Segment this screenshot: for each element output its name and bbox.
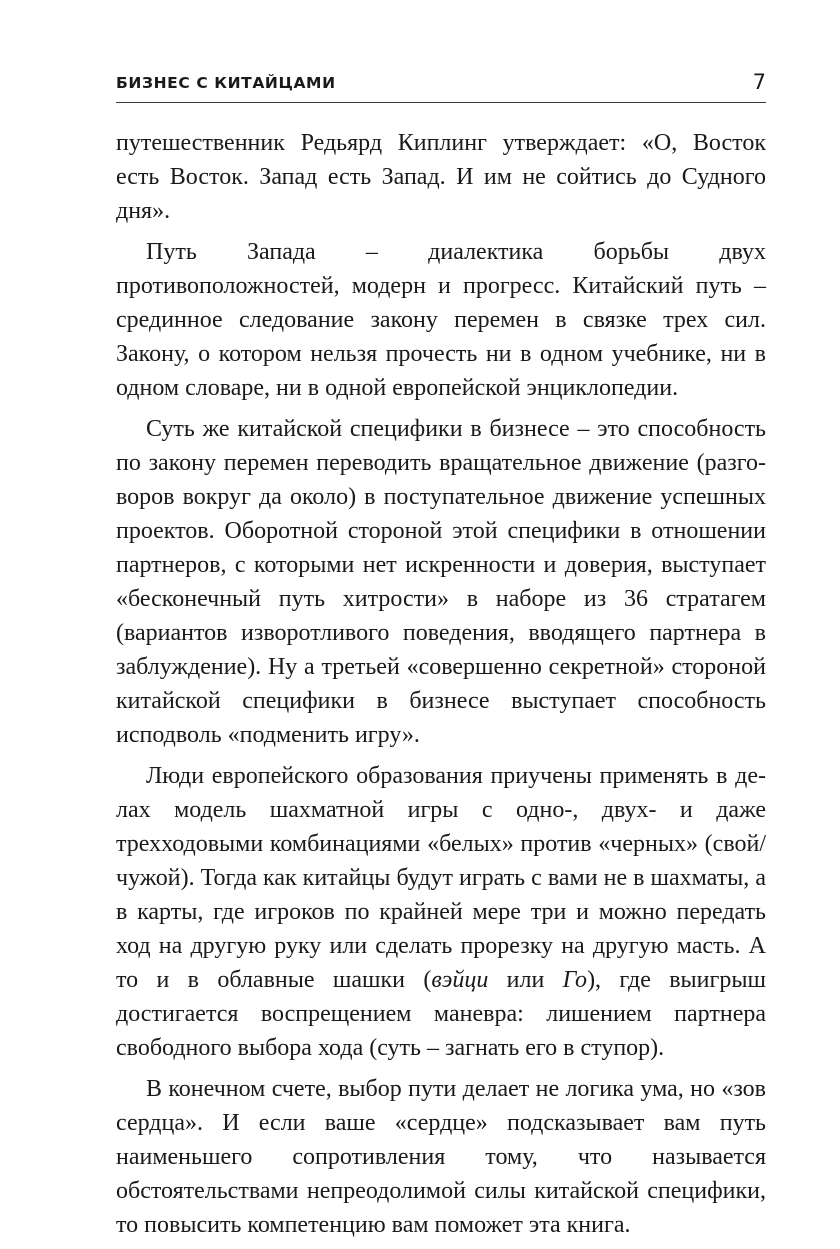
paragraph-4-italic-go: Го (562, 967, 588, 993)
paragraph-3: Суть же китайской специфики в бизнесе – это способность по закону перемен переводить вращательное движение (разговоров вокруг да около) в поступательное движение успешных проектов. Оборотной стороной этой специфики в отношении партнеров, с которыми нет искренности и доверия, выступает «бесконечный путь хитрости» в наборе из 36 стратагем (вариантов изворотливого поведения, вводящего партнера в заблуждение). Ну а третьей «совершенно секретной» стороной китайской специфики в бизнесе выступает способность исподволь «подменить игру». (116, 416, 766, 748)
running-title: БИЗНЕС С КИТАЙЦАМИ (116, 74, 336, 92)
paragraph-1: путешественник Редьярд Киплинг утверждает: «О, Восток есть Восток. Запад есть Запад. И им не сойтись до Судного дня». (116, 130, 766, 224)
paragraph-4-text-a: Люди европейского образования приучены применять в делах модель шахматной игры с одно-, двух- и даже трехходовыми комбинациями «белых» против «черных» (свой/чужой). Тогда как китайцы будут играть с вами не в шахматы, а в карты, где игроков по крайней мере три и можно передать ход на другую руку или сделать прорезку на другую масть. А то и в облавные шашки ( (116, 763, 766, 993)
body-text (116, 126, 766, 1249)
paragraph-2: Путь Запада – диалектика борьбы двух противоположностей, модерн и прогресс. Китайский путь – срединное следование закону перемен в связке трех сил. Закону, о котором нельзя прочесть ни в одном учебнике, ни в одном словаре, ни в одной европейской энциклопедии. (116, 239, 766, 401)
paragraph-4-text-b: или (488, 967, 563, 993)
paragraph-5: В конечном счете, выбор пути делает не логика ума, но «зов сердца». И если ваше «сердце» подсказывает вам путь наименьшего сопротивления тому, что называется обстоятельствами непреодолимой силы китайской специфики, то повысить компетенцию вам поможет эта книга. (116, 1076, 766, 1238)
paragraph-4-text-c: ), где выигрыш достигается воспрещением маневра: лишением партнера свободного выбора хода (суть – загнать его в ступор). (116, 967, 766, 1061)
paragraph-4 (116, 759, 766, 1065)
header-divider (116, 102, 766, 103)
page-header (116, 70, 766, 100)
page-number: 7 (752, 70, 766, 94)
paragraph-4-italic-weiqi: вэйци (431, 967, 489, 993)
